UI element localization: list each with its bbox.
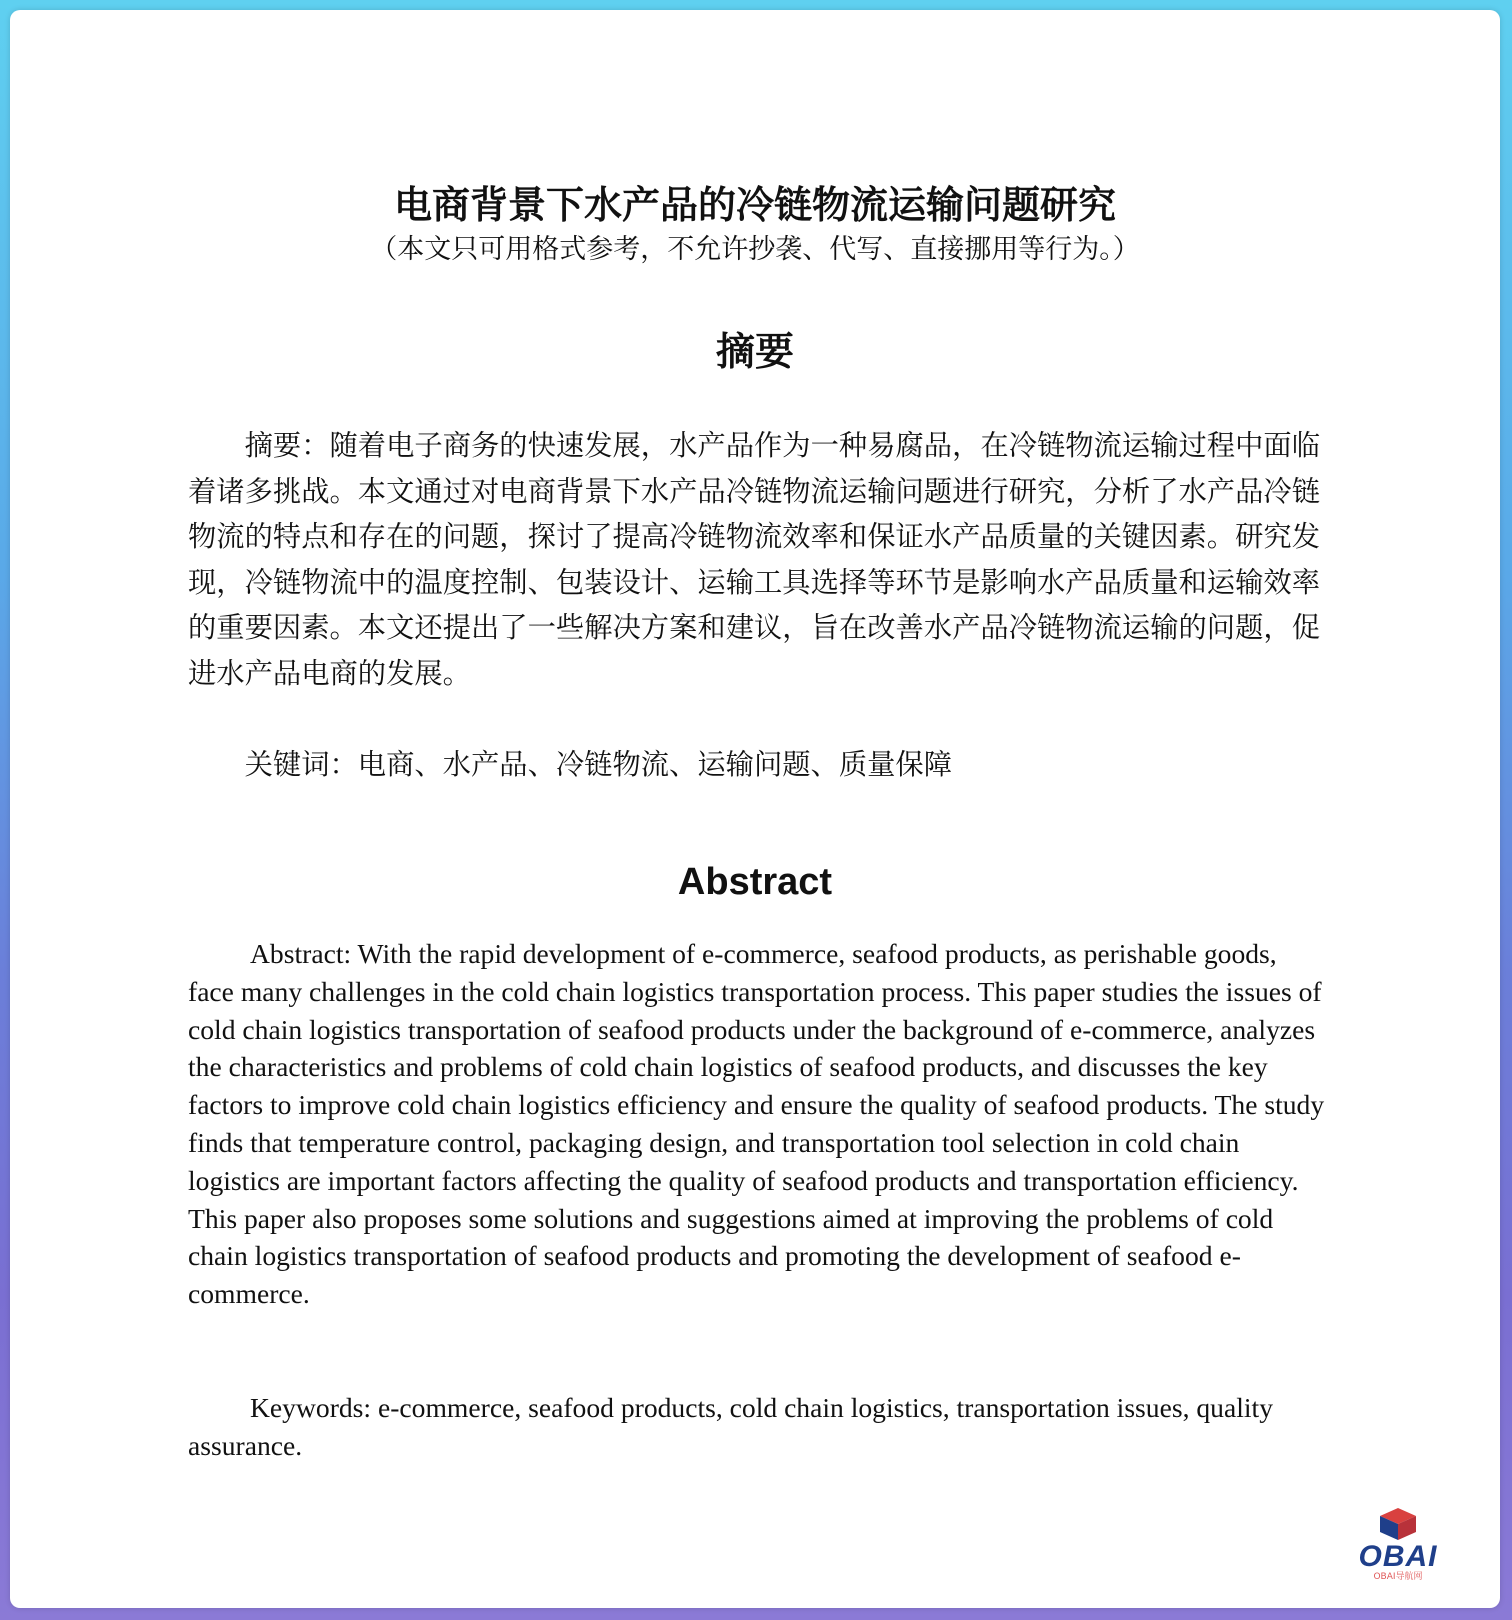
watermark-logo [1338, 1506, 1458, 1596]
keywords-en: Keywords: e-commerce, seafood products, cold chain logistics, transportation issues, quality assurance. [188, 1392, 1274, 1461]
watermark-logo-subtext: OBAI导航网 [1373, 1572, 1423, 1582]
abstract-heading-cn: 摘要 [715, 330, 794, 375]
document-page [10, 10, 1500, 1608]
watermark-logo-text: OBAI [1358, 1540, 1438, 1573]
cube-logo-icon [1376, 1506, 1420, 1542]
abstract-heading-en: Abstract [677, 861, 833, 903]
abstract-body-en: Abstract: With the rapid development of e-commerce, seafood products, as perishable goods, face many challenges in the cold chain logistics transportation process. This paper studies the issues of cold chain logistics transportation of seafood products under the background of e-commerce, analyzes the characteristics and problems of cold chain logistics of seafood products, and discusses the key factors to improve cold chain logistics efficiency and ensure the quality of seafood products. The study finds that temperature control, packaging design, and transportation tool selection in cold chain logistics are important factors affecting the quality of seafood products and transportation efficiency. This paper also proposes some solutions and suggestions aimed at improving the problems of cold chain logistics transportation of seafood products and promoting the development of seafood e-commerce. [188, 938, 1325, 1310]
abstract-body-cn: 摘要：随着电子商务的快速发展，水产品作为一种易腐品，在冷链物流运输过程中面临着诸多挑战。本文通过对电商背景下水产品冷链物流运输问题进行研究，分析了水产品冷链物流的特点和存在的问题，探讨了提高冷链物流效率和保证水产品质量的关键因素。研究发现，冷链物流中的温度控制、包装设计、运输工具选择等环节是影响水产品质量和运输效率的重要因素。本文还提出了一些解决方案和建议，旨在改善水产品冷链物流运输的问题，促进水产品电商的发展。 [188, 429, 1320, 690]
document-title: 电商背景下水产品的冷链物流运输问题研究 [393, 183, 1116, 227]
keywords-cn: 关键词：电商、水产品、冷链物流、运输问题、质量保障 [244, 748, 953, 781]
document-subtitle: （本文只可用格式参考，不允许抄袭、代写、直接挪用等行为。） [370, 234, 1140, 265]
